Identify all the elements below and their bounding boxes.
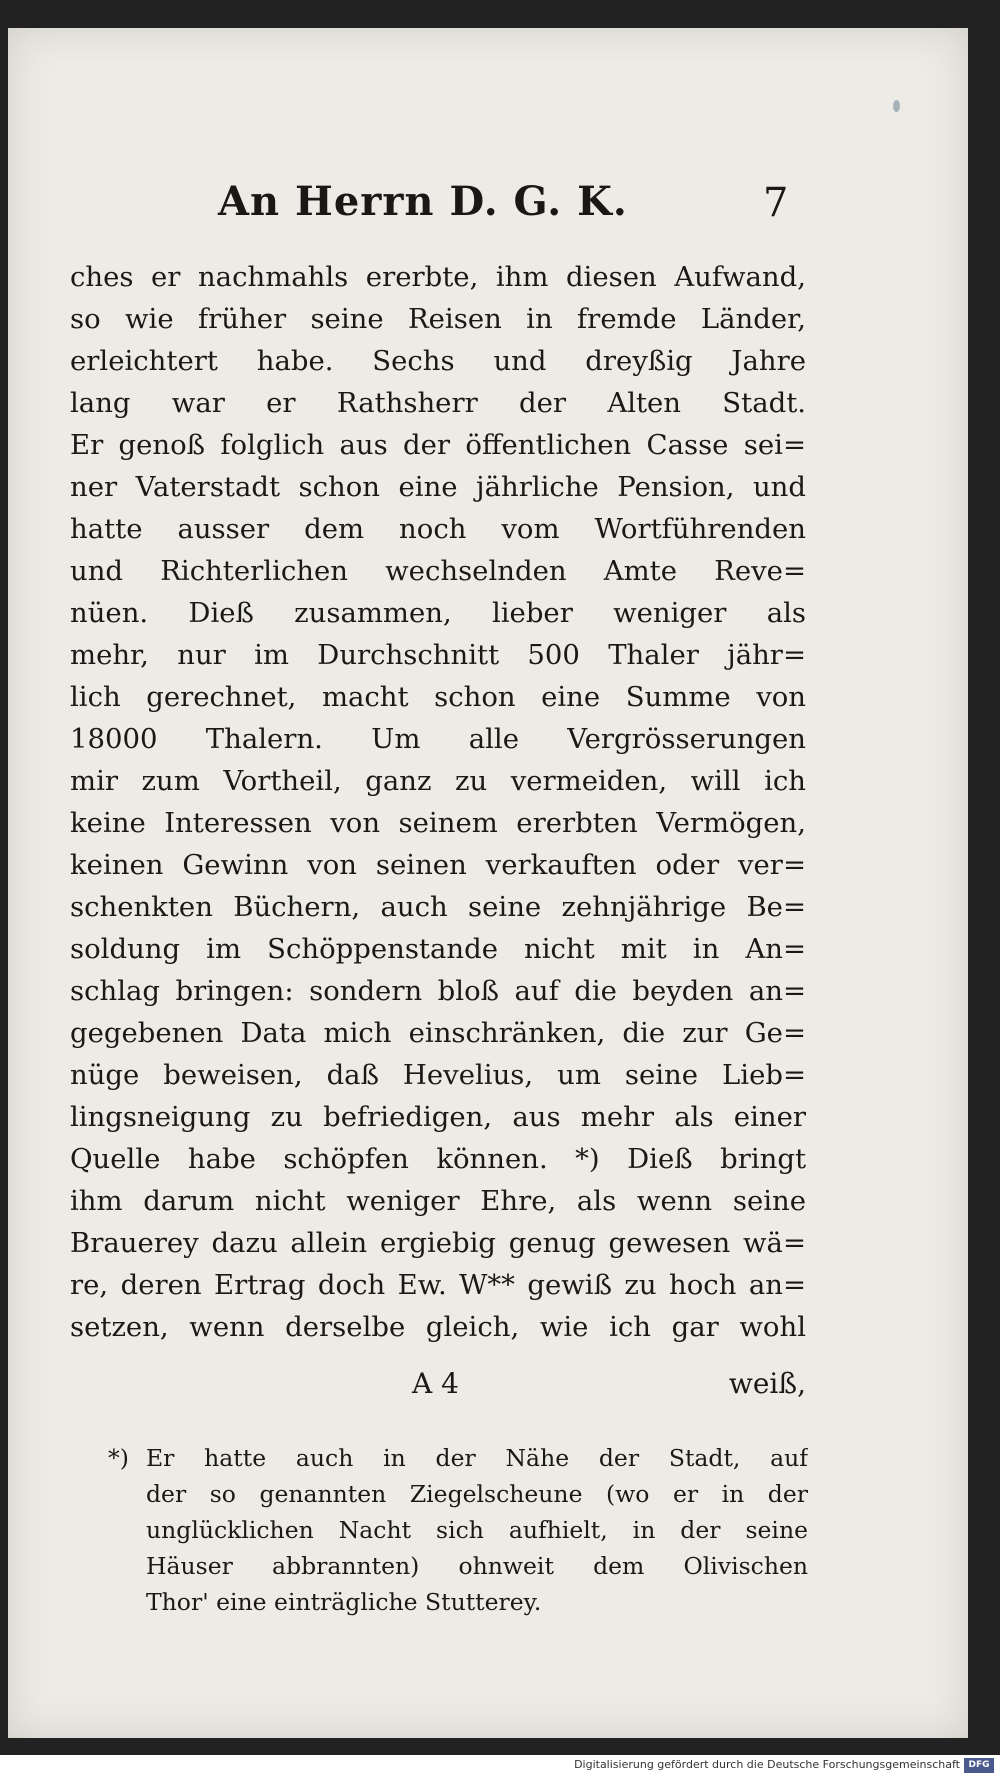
text-line: 18000 Thalern. Um alle Vergrösserungen xyxy=(70,723,806,755)
footnote xyxy=(108,1440,808,1620)
page-number: 7 xyxy=(763,180,789,226)
text-line: ner Vaterstadt schon eine jährliche Pension, und xyxy=(70,471,806,503)
footnote-line: Häuser abbrannten) ohnweit dem Olivischen xyxy=(146,1552,808,1580)
credit-bar xyxy=(0,1755,1000,1777)
text-line: so wie früher seine Reisen in fremde Länder, xyxy=(70,303,806,335)
text-line: und Richterlichen wechselnden Amte Reve= xyxy=(70,555,806,587)
page-header xyxy=(8,178,968,238)
text-line: mir zum Vortheil, ganz zu vermeiden, will ich xyxy=(70,765,806,797)
text-line: lich gerechnet, macht schon eine Summe von xyxy=(70,681,806,713)
text-line: setzen, wenn derselbe gleich, wie ich gar wohl xyxy=(70,1311,806,1343)
running-head: An Herrn D. G. K. xyxy=(218,178,628,225)
text-line: keinen Gewinn von seinen verkauften oder ver= xyxy=(70,849,806,881)
text-line: mehr, nur im Durchschnitt 500 Thaler jähr= xyxy=(70,639,806,671)
text-line: ches er nachmahls ererbte, ihm diesen Aufwand, xyxy=(70,261,806,293)
footnote-text: Er hatte auch in der Nähe der Stadt, auf xyxy=(146,1444,808,1472)
credit-text: Digitalisierung gefördert durch die Deutsche Forschungsgemeinschaft xyxy=(574,1758,960,1771)
paper-blemish xyxy=(893,100,900,112)
text-line: Brauerey dazu allein ergiebig genug gewesen wä= xyxy=(70,1227,806,1259)
text-line: Quelle habe schöpfen können. *) Dieß bringt xyxy=(70,1143,806,1175)
signature-mark: A 4 xyxy=(412,1367,459,1400)
text-line: nüen. Dieß zusammen, lieber weniger als xyxy=(70,597,806,629)
text-line: soldung im Schöppenstande nicht mit in An= xyxy=(70,933,806,965)
dfg-logo-icon: DFG xyxy=(964,1758,994,1773)
catchword: weiß, xyxy=(728,1367,806,1400)
footnote-line: der so genannten Ziegelscheune (wo er in der xyxy=(146,1480,808,1508)
text-line: ihm darum nicht weniger Ehre, als wenn seine xyxy=(70,1185,806,1217)
text-line: hatte ausser dem noch vom Wortführenden xyxy=(70,513,806,545)
text-line: schlag bringen: sondern bloß auf die beyden an= xyxy=(70,975,806,1007)
text-line: keine Interessen von seinem ererbten Vermögen, xyxy=(70,807,806,839)
text-line: re, deren Ertrag doch Ew. W** gewiß zu hoch an= xyxy=(70,1269,806,1301)
text-line: schenkten Büchern, auch seine zehnjährige Be= xyxy=(70,891,806,923)
footnote-line xyxy=(108,1440,808,1476)
text-line: lingsneigung zu befriedigen, aus mehr als einer xyxy=(70,1101,806,1133)
text-line: Er genoß folglich aus der öffentlichen Casse sei= xyxy=(70,429,806,461)
text-line: erleichtert habe. Sechs und dreyßig Jahre xyxy=(70,345,806,377)
footnote-line: Thor' eine einträgliche Stutterey. xyxy=(146,1588,542,1616)
text-line: gegebenen Data mich einschränken, die zur Ge= xyxy=(70,1017,806,1049)
footnote-line: unglücklichen Nacht sich aufhielt, in der seine xyxy=(146,1516,808,1544)
catchline xyxy=(70,1363,806,1405)
text-line: nüge beweisen, daß Hevelius, um seine Lieb= xyxy=(70,1059,806,1091)
footnote-marker: *) xyxy=(108,1444,129,1472)
book-page xyxy=(8,28,968,1738)
body-text xyxy=(70,256,806,1348)
text-line: lang war er Rathsherr der Alten Stadt. xyxy=(70,387,806,419)
